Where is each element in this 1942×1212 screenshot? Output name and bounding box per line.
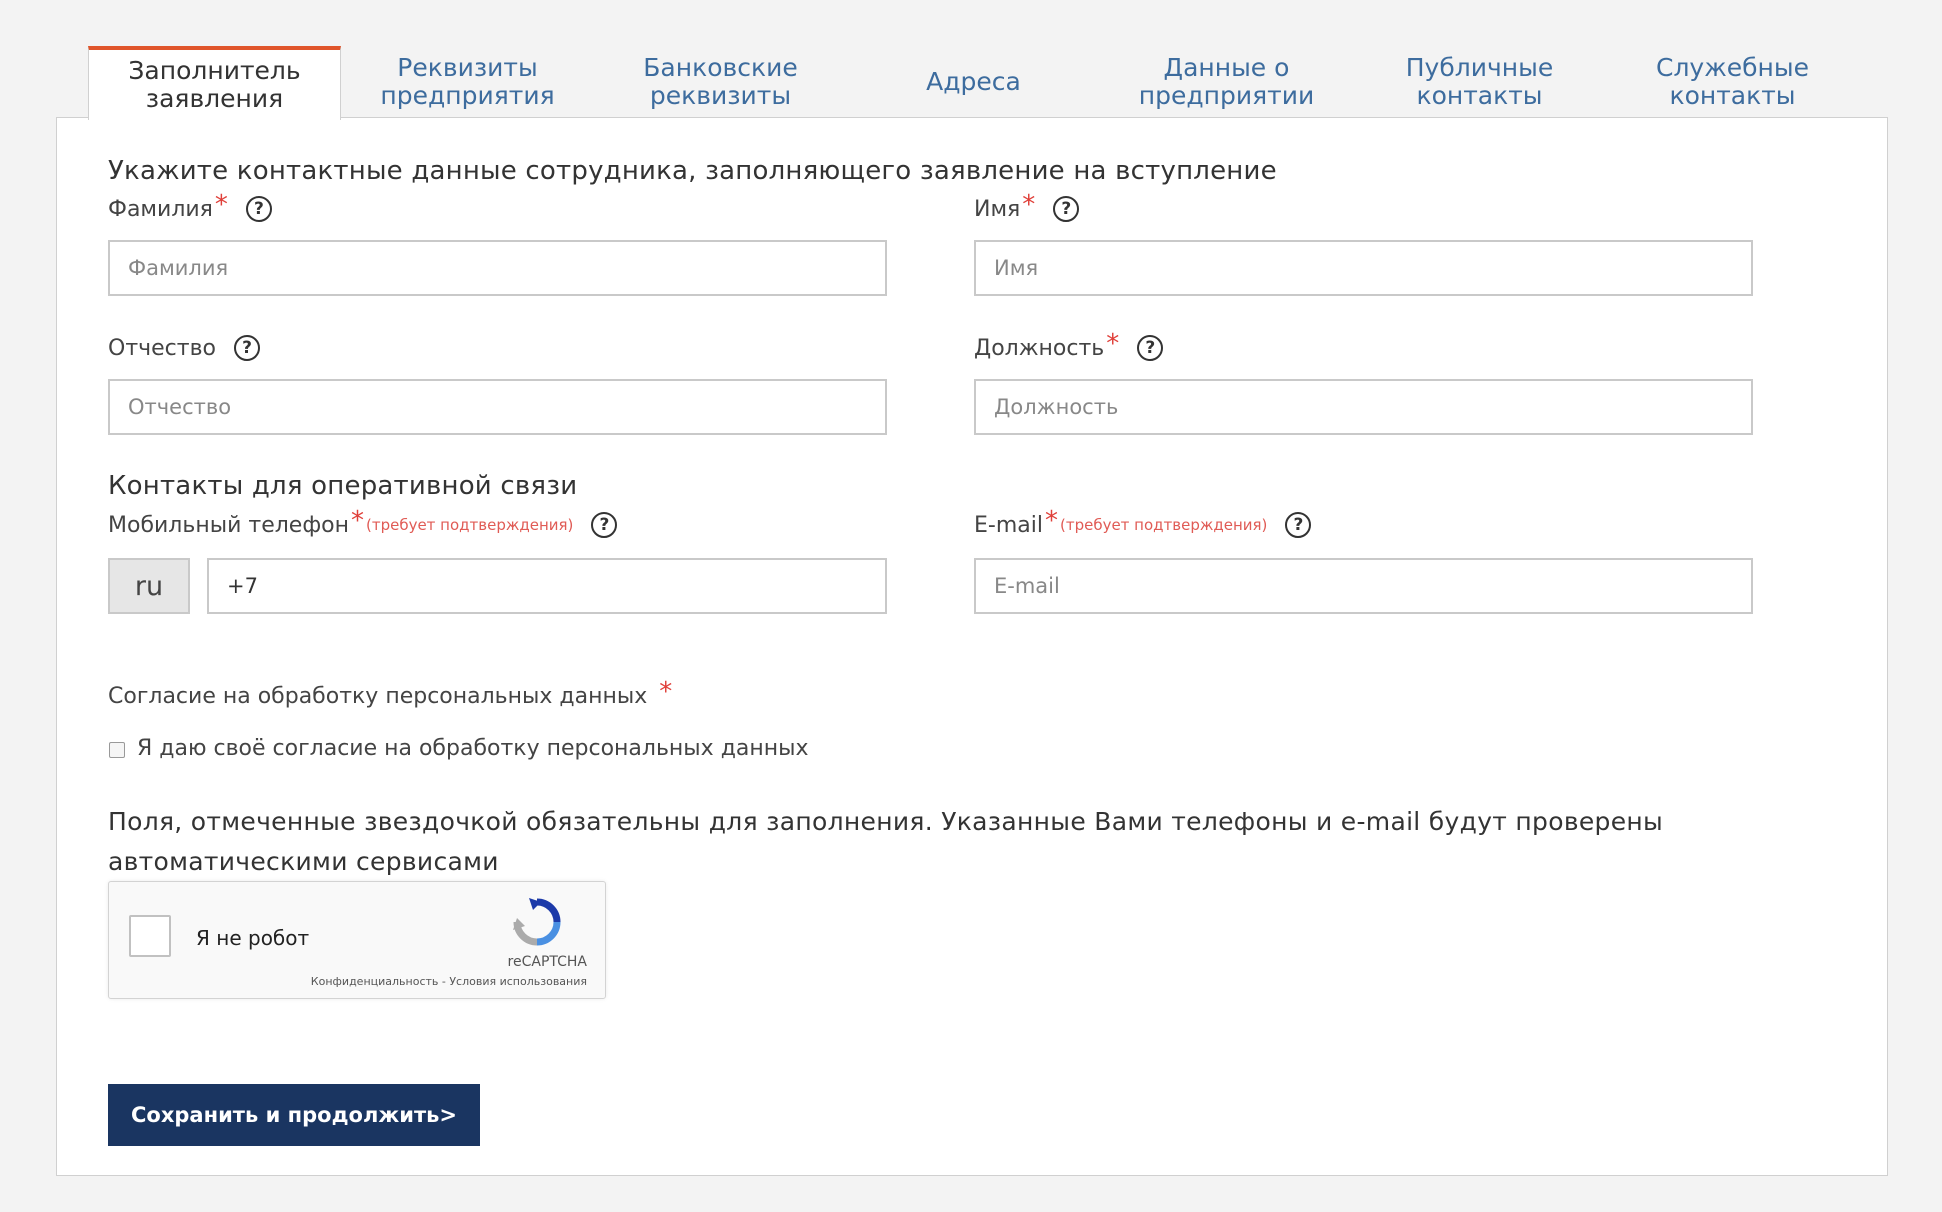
- required-marker: *: [659, 677, 673, 707]
- required-fields-note: Поля, отмеченные звездочкой обязательны для заполнения. Указанные Вами телефоны и e-mail будут проверены автоматическими сервисами: [108, 807, 1664, 876]
- recaptcha-label: Я не робот: [196, 926, 310, 950]
- position-label-row: [974, 331, 1163, 365]
- last-name-label: Фамилия: [108, 196, 213, 222]
- help-icon[interactable]: ?: [1285, 512, 1311, 538]
- recaptcha-widget: [108, 881, 606, 999]
- recaptcha-brand: reCAPTCHA: [507, 954, 587, 970]
- tab-service-contacts[interactable]: Служебные контакты: [1655, 53, 1809, 110]
- tab-applicant[interactable]: Заполнитель заявления: [88, 46, 341, 120]
- last-name-input[interactable]: [108, 240, 887, 296]
- first-name-label: Имя: [974, 196, 1021, 222]
- phone-input[interactable]: [207, 558, 887, 614]
- required-marker: *: [1022, 190, 1036, 220]
- tab-public-contacts[interactable]: Публичные контакты: [1405, 53, 1554, 110]
- consent-checkbox-label[interactable]: Я даю своё согласие на обработку персональных данных: [137, 736, 809, 761]
- email-label: E-mail: [974, 512, 1043, 538]
- required-marker: *: [1044, 506, 1058, 536]
- country-code-button[interactable]: ru: [108, 558, 190, 614]
- email-label-row: [974, 508, 1311, 542]
- middle-name-label: Отчество: [108, 335, 217, 361]
- tab-company-info[interactable]: Данные о предприятии: [1138, 53, 1315, 110]
- tab-addresses[interactable]: Адреса: [926, 67, 1021, 96]
- form-heading: Укажите контактные данные сотрудника, заполняющего заявление на вступление: [108, 156, 1277, 186]
- confirmation-note: (требует подтверждения): [1059, 516, 1268, 534]
- confirmation-note: (требует подтверждения): [365, 516, 574, 534]
- consent-label: Согласие на обработку персональных данных: [108, 683, 648, 709]
- position-input[interactable]: [974, 379, 1753, 435]
- contacts-heading: Контакты для оперативной связи: [108, 471, 578, 501]
- help-icon[interactable]: ?: [246, 196, 272, 222]
- recaptcha-checkbox[interactable]: [129, 915, 171, 957]
- middle-name-label-row: [108, 331, 260, 365]
- middle-name-input[interactable]: [108, 379, 887, 435]
- form-panel: [56, 117, 1888, 1176]
- recaptcha-links[interactable]: Конфиденциальность - Условия использования: [310, 975, 587, 988]
- tab-bank-details[interactable]: Банковские реквизиты: [643, 53, 798, 110]
- email-input[interactable]: [974, 558, 1753, 614]
- consent-label-row: [108, 679, 672, 713]
- first-name-input[interactable]: [974, 240, 1753, 296]
- consent-checkbox[interactable]: [109, 742, 125, 758]
- help-icon[interactable]: ?: [591, 512, 617, 538]
- required-marker: *: [1106, 329, 1120, 359]
- save-continue-button[interactable]: Сохранить и продолжить>: [108, 1084, 480, 1146]
- phone-label-row: [108, 508, 617, 542]
- tab-bar: [88, 46, 1890, 118]
- phone-label: Мобильный телефон: [108, 512, 349, 538]
- first-name-label-row: [974, 192, 1079, 226]
- last-name-label-row: [108, 192, 272, 226]
- help-icon[interactable]: ?: [1053, 196, 1079, 222]
- recaptcha-logo-icon: [511, 896, 563, 948]
- tab-company-details[interactable]: Реквизиты предприятия: [380, 53, 555, 110]
- help-icon[interactable]: ?: [1137, 335, 1163, 361]
- help-icon[interactable]: ?: [234, 335, 260, 361]
- position-label: Должность: [974, 335, 1105, 361]
- required-marker: *: [214, 190, 228, 220]
- required-marker: *: [350, 506, 364, 536]
